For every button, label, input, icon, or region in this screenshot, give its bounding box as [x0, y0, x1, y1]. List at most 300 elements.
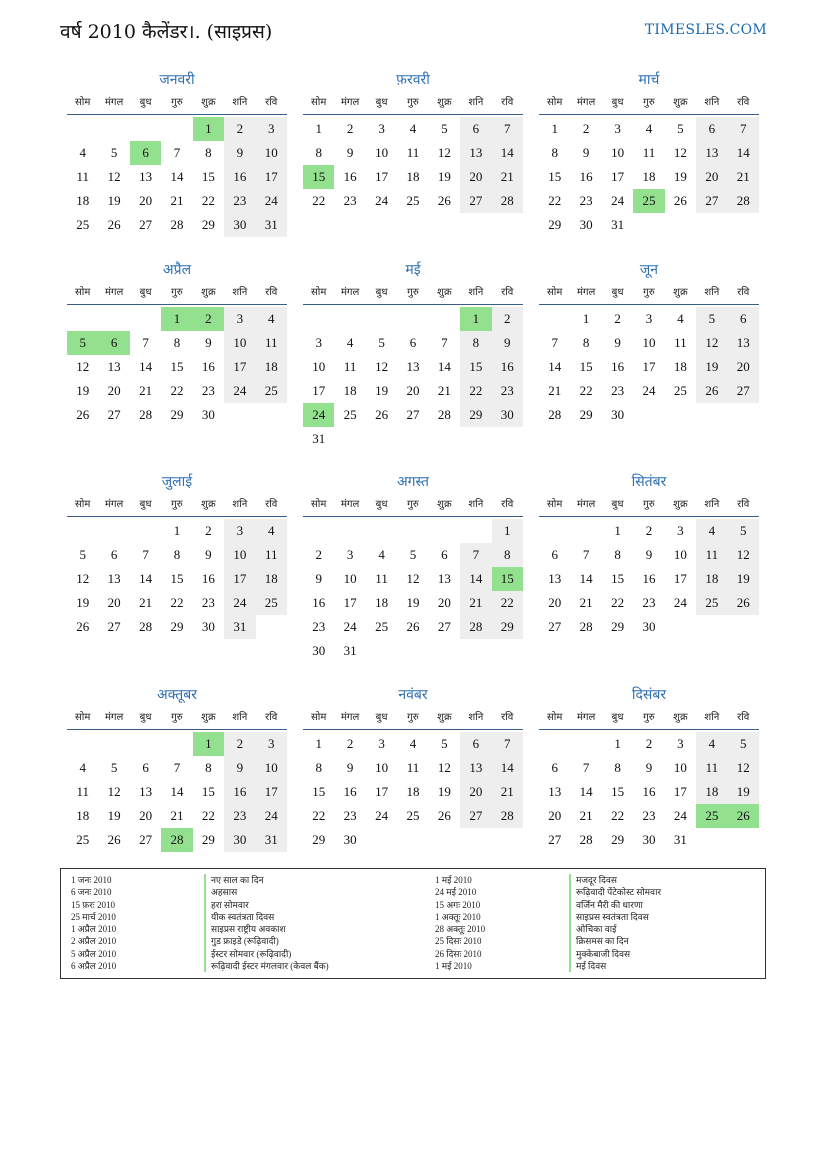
day-cell: 21	[139, 383, 153, 398]
day-cell: 28	[139, 619, 153, 634]
legend-right-names	[569, 874, 661, 972]
day-cell: 25	[256, 591, 287, 615]
empty-cell	[98, 519, 129, 543]
weekday-label: मंगल	[104, 287, 124, 298]
day-cell: 21	[728, 165, 759, 189]
month-name: अगस्त	[396, 474, 429, 490]
weekday-label: मंगल	[104, 712, 124, 723]
day-cell: 26	[76, 619, 90, 634]
empty-cell	[570, 519, 601, 543]
weekday-label: गुरु	[171, 499, 183, 510]
day-cell: 21	[579, 595, 593, 610]
day-cell: 8	[614, 547, 621, 562]
weekday-label: शुक्र	[437, 97, 452, 108]
legend-holiday-name: मजदूर दिवस	[569, 874, 661, 886]
weekday-label: शुक्र	[201, 712, 216, 723]
empty-cell	[303, 519, 334, 543]
weekday-label: बुध	[611, 499, 624, 510]
day-cell: 24	[343, 619, 357, 634]
day-cell: 19	[107, 193, 121, 208]
weekday-header	[303, 707, 523, 730]
weekday-label: शनि	[468, 499, 484, 510]
day-cell: 1	[551, 121, 558, 136]
weekday-label: शनि	[468, 712, 484, 723]
day-cell: 5	[728, 519, 759, 543]
legend-right-dates	[435, 874, 485, 972]
day-cell: 23	[492, 379, 523, 403]
weekday-label: रवि	[501, 499, 514, 510]
weekday-label: रवि	[265, 499, 278, 510]
day-cell: 31	[312, 431, 326, 446]
day-cell: 12	[728, 543, 759, 567]
legend-holiday-name: गुड फ्राइडे (रूढ़िवादी)	[204, 935, 329, 947]
day-cell: 12	[375, 359, 389, 374]
day-cell: 27	[406, 407, 420, 422]
weekday-label: शनि	[232, 499, 248, 510]
day-cell: 15	[170, 571, 184, 586]
legend-holiday-name: रूढ़िवादी ईस्टर मंगलवार (केवल बैंक)	[204, 960, 329, 972]
day-cell: 16	[492, 355, 523, 379]
day-cell: 3	[645, 311, 653, 326]
weekday-label: सोम	[547, 499, 563, 510]
weekday-label: शनि	[704, 499, 720, 510]
weekday-label: मंगल	[576, 97, 596, 108]
weekday-label: सोम	[311, 287, 327, 298]
empty-cell	[98, 117, 129, 141]
holiday-cell: 6	[98, 331, 129, 355]
weekday-label: रवि	[737, 712, 750, 723]
day-cell: 23	[642, 808, 656, 823]
day-grid	[303, 732, 523, 852]
day-cell: 27	[139, 217, 153, 232]
day-cell: 23	[642, 595, 656, 610]
weekday-label: रवि	[265, 712, 278, 723]
month-2	[303, 68, 523, 213]
weekday-header	[539, 707, 759, 730]
day-cell: 5	[696, 307, 727, 331]
weekday-header	[539, 494, 759, 517]
day-cell: 2	[614, 311, 621, 326]
day-cell: 15	[579, 359, 593, 374]
empty-cell	[67, 307, 98, 331]
weekday-header	[67, 494, 287, 517]
day-cell: 3	[256, 732, 287, 756]
day-cell: 20	[460, 165, 491, 189]
day-cell: 18	[256, 567, 287, 591]
day-cell: 20	[548, 808, 562, 823]
day-cell: 22	[611, 808, 625, 823]
weekday-label: रवि	[737, 287, 750, 298]
day-cell: 21	[139, 595, 153, 610]
day-cell: 24	[642, 383, 656, 398]
weekday-label: शुक्र	[437, 712, 452, 723]
day-cell: 26	[696, 379, 727, 403]
day-cell: 25	[76, 217, 90, 232]
weekday-label: गुरु	[643, 97, 655, 108]
weekday-header	[303, 282, 523, 305]
day-cell: 17	[375, 784, 389, 799]
day-cell: 4	[378, 547, 385, 562]
day-cell: 16	[642, 571, 656, 586]
day-cell: 12	[696, 331, 727, 355]
day-cell: 18	[256, 355, 287, 379]
day-cell: 17	[312, 383, 326, 398]
day-cell: 23	[201, 383, 215, 398]
day-cell: 21	[579, 808, 593, 823]
empty-cell	[130, 117, 161, 141]
weekday-label: शनि	[704, 97, 720, 108]
day-cell: 7	[173, 760, 181, 775]
day-cell: 4	[256, 519, 287, 543]
day-cell: 4	[79, 760, 86, 775]
empty-cell	[429, 307, 460, 331]
day-cell: 25	[76, 832, 90, 847]
day-cell: 5	[441, 736, 448, 751]
day-cell: 16	[224, 165, 255, 189]
day-cell: 4	[677, 311, 684, 326]
site-link[interactable]: TIMESLES.COM	[644, 22, 767, 38]
holiday-cell: 1	[193, 732, 224, 756]
weekday-label: रवि	[265, 287, 278, 298]
day-cell: 23	[343, 808, 357, 823]
day-cell: 28	[579, 619, 593, 634]
legend-date: 1 अप्रैल 2010	[71, 924, 117, 935]
day-cell: 9	[315, 571, 322, 586]
weekday-label: बुध	[375, 97, 388, 108]
day-cell: 31	[256, 828, 287, 852]
day-cell: 14	[170, 784, 184, 799]
day-cell: 18	[343, 383, 357, 398]
day-cell: 3	[315, 335, 322, 350]
day-cell: 20	[696, 165, 727, 189]
day-cell: 6	[142, 760, 149, 775]
month-8	[303, 470, 523, 663]
day-cell: 16	[611, 359, 625, 374]
day-cell: 2	[346, 121, 354, 136]
weekday-label: शनि	[468, 97, 484, 108]
empty-cell	[161, 117, 192, 141]
day-cell: 6	[551, 547, 558, 562]
day-cell: 15	[312, 784, 326, 799]
day-cell: 19	[728, 567, 759, 591]
day-cell: 28	[460, 615, 491, 639]
day-cell: 10	[642, 335, 656, 350]
day-cell: 9	[614, 335, 621, 350]
day-cell: 23	[224, 804, 255, 828]
day-cell: 2	[224, 117, 255, 141]
day-cell: 15	[201, 784, 215, 799]
day-cell: 27	[696, 189, 727, 213]
day-cell: 8	[614, 760, 621, 775]
month-9	[539, 470, 759, 639]
day-cell: 23	[201, 595, 215, 610]
weekday-header	[303, 494, 523, 517]
day-cell: 29	[548, 217, 562, 232]
weekday-label: गुरु	[407, 287, 419, 298]
month-name: दिसंबर	[631, 687, 667, 703]
weekday-label: बुध	[375, 499, 388, 510]
weekday-label: मंगल	[340, 499, 360, 510]
day-cell: 17	[224, 567, 255, 591]
day-cell: 3	[224, 519, 255, 543]
day-cell: 25	[696, 591, 727, 615]
day-cell: 7	[492, 117, 523, 141]
weekday-header	[539, 282, 759, 305]
page-title: वर्ष 2010 कैलेंडर।. (साइप्रस)	[60, 21, 273, 43]
legend-date: 25 मार्च 2010	[71, 911, 116, 922]
day-cell: 3	[256, 117, 287, 141]
weekday-label: सोम	[311, 499, 327, 510]
weekday-label: रवि	[265, 97, 278, 108]
day-grid	[67, 307, 287, 427]
month-5	[303, 258, 523, 451]
day-cell: 7	[142, 335, 149, 350]
day-cell: 6	[460, 732, 491, 756]
empty-cell	[67, 519, 98, 543]
empty-cell	[130, 519, 161, 543]
day-cell: 31	[224, 615, 255, 639]
weekday-label: शुक्र	[437, 499, 452, 510]
empty-cell	[397, 519, 428, 543]
legend-date: 6 अप्रैल 2010	[71, 961, 117, 972]
day-cell: 28	[437, 407, 451, 422]
day-cell: 26	[437, 808, 451, 823]
empty-cell	[397, 307, 428, 331]
day-cell: 2	[492, 307, 523, 331]
day-cell: 18	[696, 567, 727, 591]
day-cell: 13	[139, 784, 153, 799]
day-cell: 26	[375, 407, 389, 422]
day-cell: 13	[107, 359, 121, 374]
day-cell: 10	[673, 760, 687, 775]
month-11	[303, 683, 523, 852]
weekday-label: बुध	[139, 499, 152, 510]
day-cell: 3	[614, 121, 621, 136]
weekday-header	[67, 282, 287, 305]
day-cell: 11	[375, 571, 388, 586]
holiday-cell: 24	[303, 403, 334, 427]
day-cell: 9	[492, 331, 523, 355]
day-cell: 21	[460, 591, 491, 615]
empty-cell	[334, 307, 365, 331]
day-cell: 2	[315, 547, 322, 562]
legend-date: 6 जनः 2010	[71, 887, 112, 898]
day-cell: 24	[224, 379, 255, 403]
day-cell: 24	[673, 808, 687, 823]
weekday-label: गुरु	[643, 499, 655, 510]
day-cell: 4	[696, 732, 727, 756]
month-name: मई	[405, 262, 421, 278]
day-cell: 25	[256, 379, 287, 403]
day-grid	[539, 732, 759, 852]
day-cell: 27	[139, 832, 153, 847]
day-cell: 19	[673, 169, 687, 184]
day-cell: 15	[611, 571, 625, 586]
day-cell: 22	[460, 379, 491, 403]
day-cell: 17	[673, 784, 687, 799]
day-cell: 2	[645, 523, 653, 538]
day-cell: 28	[492, 189, 523, 213]
legend-holiday-name: ईस्टर सोमवार (रूढ़िवादी)	[204, 948, 329, 960]
legend-holiday-name: यीक स्वतंत्रता दिवस	[204, 911, 329, 923]
weekday-label: शुक्र	[673, 499, 688, 510]
weekday-label: बुध	[611, 97, 624, 108]
day-cell: 3	[677, 736, 684, 751]
empty-cell	[130, 307, 161, 331]
day-cell: 2	[645, 736, 653, 751]
weekday-label: बुध	[139, 712, 152, 723]
day-cell: 10	[256, 141, 287, 165]
day-cell: 12	[107, 784, 121, 799]
day-cell: 29	[201, 832, 215, 847]
weekday-label: गुरु	[407, 97, 419, 108]
day-cell: 20	[437, 595, 451, 610]
holiday-cell: 6	[130, 141, 161, 165]
day-cell: 7	[142, 547, 149, 562]
empty-cell	[334, 519, 365, 543]
legend-date: 1 मई 2010	[435, 875, 472, 885]
day-cell: 23	[312, 619, 326, 634]
day-cell: 15	[611, 784, 625, 799]
day-cell: 15	[201, 169, 215, 184]
day-cell: 9	[205, 335, 212, 350]
legend-holiday-name: मुक्केबाजी दिवस	[569, 948, 661, 960]
month-name: जुलाई	[161, 474, 193, 490]
day-cell: 15	[460, 355, 491, 379]
month-name: फ़रवरी	[396, 72, 430, 88]
day-cell: 16	[201, 571, 215, 586]
legend-date: 5 अप्रैल 2010	[71, 948, 117, 959]
day-cell: 28	[579, 832, 593, 847]
day-cell: 15	[548, 169, 562, 184]
legend-holiday-name: अहसास	[204, 886, 329, 898]
legend-holiday-name: हरा सोमवार	[204, 899, 329, 911]
day-cell: 14	[579, 784, 593, 799]
day-cell: 26	[437, 193, 451, 208]
day-cell: 12	[437, 760, 451, 775]
day-cell: 12	[728, 756, 759, 780]
day-cell: 25	[673, 383, 687, 398]
day-cell: 24	[611, 193, 625, 208]
empty-cell	[366, 519, 397, 543]
day-cell: 30	[642, 619, 656, 634]
day-cell: 21	[492, 165, 523, 189]
day-cell: 4	[696, 519, 727, 543]
weekday-label: सोम	[311, 97, 327, 108]
day-cell: 1	[614, 523, 621, 538]
day-cell: 16	[343, 169, 357, 184]
day-cell: 12	[437, 145, 451, 160]
day-cell: 30	[343, 832, 357, 847]
legend-holiday-name: साइप्रस राष्ट्रीय अवकाश	[204, 923, 329, 935]
day-cell: 13	[139, 169, 153, 184]
weekday-label: मंगल	[576, 712, 596, 723]
weekday-label: मंगल	[104, 499, 124, 510]
day-cell: 5	[110, 145, 118, 160]
day-cell: 3	[346, 547, 354, 562]
day-cell: 10	[375, 145, 389, 160]
day-cell: 8	[582, 335, 590, 350]
weekday-label: बुध	[611, 287, 624, 298]
day-cell: 20	[139, 193, 153, 208]
day-cell: 29	[170, 407, 184, 422]
day-cell: 24	[673, 595, 687, 610]
weekday-label: सोम	[547, 287, 563, 298]
day-cell: 20	[107, 383, 121, 398]
day-cell: 19	[406, 595, 420, 610]
day-cell: 10	[673, 547, 687, 562]
day-cell: 12	[406, 571, 420, 586]
day-cell: 27	[728, 379, 759, 403]
day-cell: 30	[312, 643, 326, 658]
day-grid	[539, 519, 759, 639]
day-cell: 22	[312, 193, 326, 208]
day-cell: 19	[107, 808, 121, 823]
day-cell: 19	[375, 383, 389, 398]
day-cell: 8	[460, 331, 491, 355]
day-cell: 22	[201, 808, 215, 823]
day-cell: 1	[582, 311, 590, 326]
day-cell: 3	[224, 307, 255, 331]
legend-date: 24 मई 2010	[435, 887, 477, 898]
day-cell: 16	[579, 169, 593, 184]
legend-holiday-name: नए साल का दिन	[204, 874, 329, 886]
day-cell: 29	[312, 832, 326, 847]
day-cell: 12	[107, 169, 121, 184]
day-cell: 29	[460, 403, 491, 427]
legend-date: 1 मई 2010	[435, 961, 472, 972]
day-cell: 25	[375, 619, 389, 634]
holiday-cell: 1	[161, 307, 192, 331]
legend-holiday-name: ओचिका वाई	[569, 923, 661, 935]
day-cell: 26	[728, 591, 759, 615]
day-cell: 9	[582, 145, 590, 160]
empty-cell	[539, 732, 570, 756]
month-name: अक्तूबर	[157, 687, 197, 703]
weekday-header	[67, 707, 287, 730]
weekday-label: रवि	[737, 97, 750, 108]
day-cell: 9	[346, 145, 354, 160]
day-cell: 10	[375, 760, 389, 775]
legend-date: 15 फ़रः 2010	[71, 899, 115, 910]
day-cell: 30	[224, 213, 255, 237]
day-cell: 2	[582, 121, 590, 136]
day-cell: 26	[76, 407, 90, 422]
day-cell: 25	[406, 808, 420, 823]
empty-cell	[539, 307, 570, 331]
legend-holiday-name: मई दिवस	[569, 960, 661, 972]
day-cell: 11	[406, 145, 420, 160]
holiday-legend	[60, 868, 766, 979]
day-cell: 13	[728, 331, 759, 355]
day-cell: 29	[611, 832, 625, 847]
weekday-label: शुक्र	[201, 499, 216, 510]
weekday-label: रवि	[501, 97, 514, 108]
day-cell: 14	[579, 571, 593, 586]
day-cell: 1	[492, 519, 523, 543]
day-cell: 5	[110, 760, 118, 775]
day-cell: 6	[460, 117, 491, 141]
day-cell: 10	[256, 756, 287, 780]
day-cell: 9	[224, 756, 255, 780]
holiday-cell: 1	[193, 117, 224, 141]
day-cell: 14	[492, 756, 523, 780]
day-cell: 2	[205, 523, 212, 538]
empty-cell	[366, 307, 397, 331]
day-cell: 28	[548, 407, 562, 422]
day-cell: 24	[375, 808, 389, 823]
day-cell: 18	[375, 595, 389, 610]
